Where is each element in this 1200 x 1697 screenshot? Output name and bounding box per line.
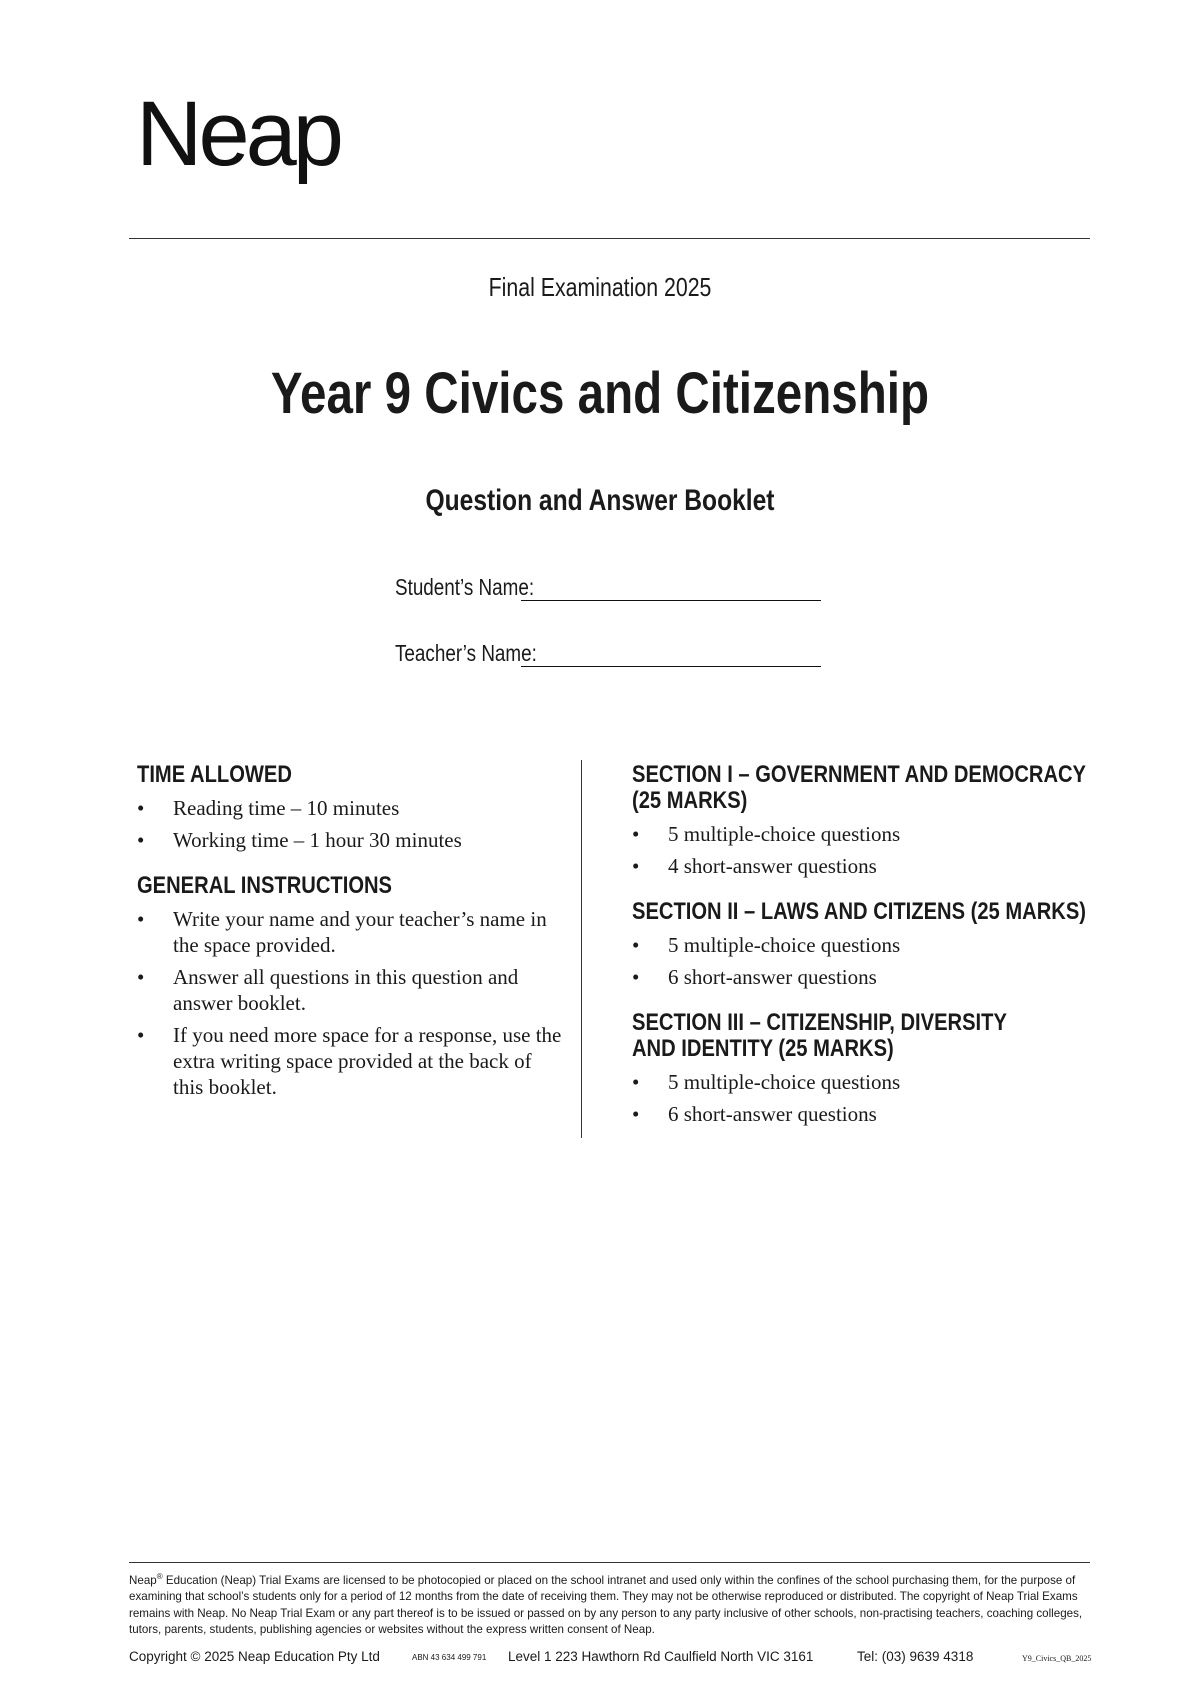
list-item: • 5 multiple-choice questions (632, 932, 1102, 958)
list-item: • Reading time – 10 minutes (137, 795, 567, 821)
section-2-list (632, 932, 1102, 990)
section-heading-line: AND IDENTITY (25 MARKS) (632, 1035, 894, 1062)
phone-text: Tel: (03) 9639 4318 (857, 1649, 974, 1664)
sections-column (632, 762, 1102, 1133)
list-item: • If you need more space for a response, use the extra writing space provided at the back of this booklet. (137, 1022, 567, 1100)
teacher-name-label: Teacher’s Name: (395, 640, 537, 666)
instructions-column (137, 762, 567, 1106)
section-heading-line: SECTION III – CITIZENSHIP, DIVERSITY (632, 1009, 1007, 1036)
legal-brand: Neap (129, 1573, 157, 1587)
student-name-label: Student’s Name: (395, 574, 535, 600)
general-instructions-heading: GENERAL INSTRUCTIONS (137, 872, 393, 899)
list-item: • 5 multiple-choice questions (632, 821, 1102, 847)
time-allowed-list (137, 795, 567, 853)
legal-text: Education (Neap) Trial Exams are licensed to be photocopied or placed on the school intranet and used only within the confines of the school purchasing them, for the purpose of examining that school’s students only for a period of 12 months from the date of receiving them. They may not be otherwise reproduced or distributed. The copyright of Neap Trial Exams remains with Neap. No Neap Trial Exam or any part thereof is to be issued or passed on by any person to any party inclusive of other schools, non-practising teachers, coaching colleges, tutors, parents, students, publishing agencies or websites without the express written consent of Neap. (129, 1573, 1083, 1637)
copyright-text: Copyright © 2025 Neap Education Pty Ltd (129, 1649, 380, 1664)
footer-divider (129, 1562, 1090, 1563)
list-item: • Working time – 1 hour 30 minutes (137, 827, 567, 853)
time-allowed-heading: TIME ALLOWED (137, 761, 292, 788)
list-item: • 6 short-answer questions (632, 1101, 1102, 1127)
exam-label: Final Examination 2025 (488, 272, 712, 302)
document-code: Y9_Civics_QB_2025 (1022, 1654, 1092, 1663)
section-1-list (632, 821, 1102, 879)
student-name-row (395, 574, 821, 601)
section-heading-line: SECTION II – LAWS AND CITIZENS (25 MARKS) (632, 898, 1087, 925)
general-instructions-list (137, 906, 567, 1100)
teacher-name-field[interactable] (521, 644, 821, 667)
section-2-heading (632, 898, 1087, 925)
neap-logo: Neap (136, 83, 340, 185)
registered-mark: ® (156, 1572, 163, 1581)
list-item: • 5 multiple-choice questions (632, 1069, 1102, 1095)
page-title: Year 9 Civics and Citizenship (270, 361, 930, 426)
section-2 (632, 899, 1102, 990)
section-1-heading (632, 761, 1087, 814)
list-item: • Write your name and your teacher’s name in the space provided. (137, 906, 567, 958)
student-name-field[interactable] (521, 578, 821, 601)
address-text: Level 1 223 Hawthorn Rd Caulfield North VIC 3161 (508, 1649, 814, 1664)
section-1 (632, 762, 1102, 879)
legal-notice (129, 1569, 1090, 1639)
teacher-name-row (395, 640, 821, 667)
section-3-heading (632, 1010, 1027, 1062)
list-item: • 6 short-answer questions (632, 964, 1102, 990)
list-item: • 4 short-answer questions (632, 853, 1102, 879)
section-3 (632, 1010, 1102, 1127)
header-divider (129, 238, 1090, 239)
section-heading-line: SECTION I – GOVERNMENT AND DEMOCRACY (632, 761, 1087, 788)
list-item: • Answer all questions in this question and answer booklet. (137, 964, 567, 1016)
section-heading-line: (25 MARKS) (632, 787, 748, 814)
booklet-label: Question and Answer Booklet (425, 484, 775, 517)
column-divider (581, 760, 582, 1138)
section-3-list (632, 1069, 1102, 1127)
abn-text: ABN 43 634 499 791 (412, 1653, 487, 1662)
